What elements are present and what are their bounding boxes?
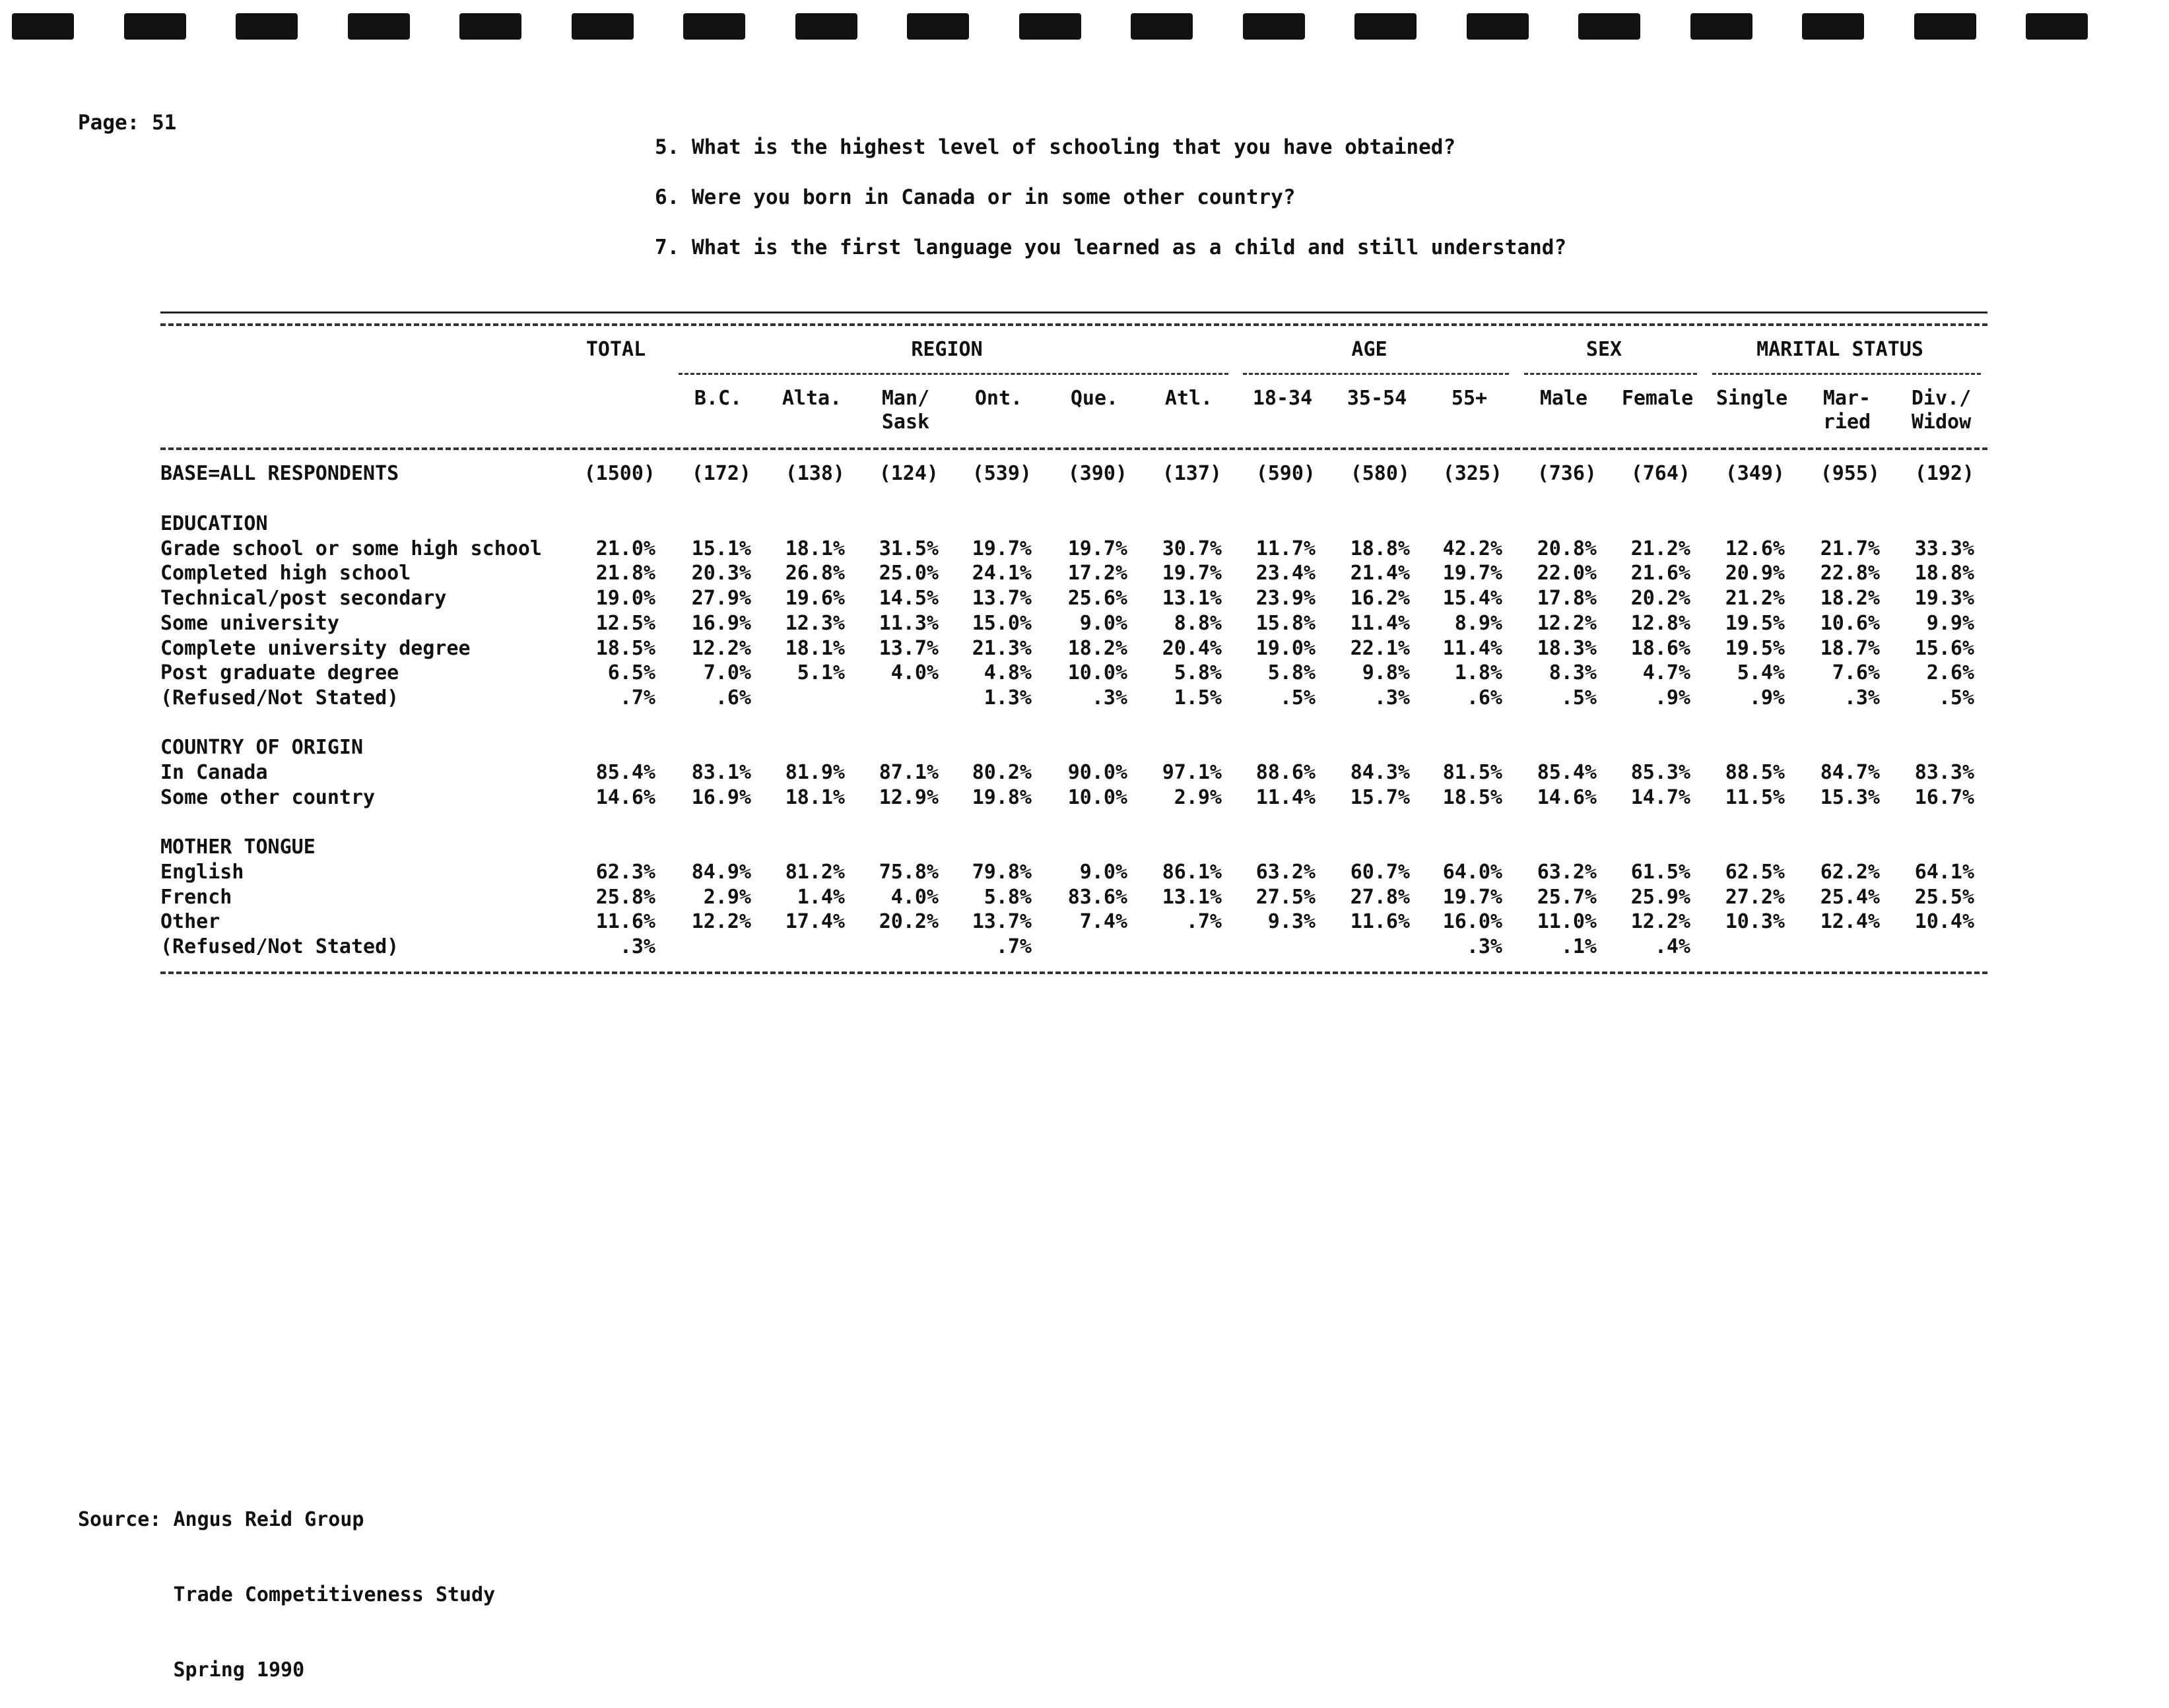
table-cell: 14.5%	[879, 587, 939, 610]
table-cell: 13.1%	[1162, 587, 1222, 610]
perforation-strip	[12, 13, 2169, 41]
table-cell: 1.4%	[797, 885, 845, 909]
table-cell: 13.7%	[972, 910, 1032, 934]
table-cell: 4.0%	[890, 885, 939, 909]
perforation-hole	[683, 13, 745, 40]
table-cell: 11.0%	[1537, 910, 1597, 934]
table-cell: .7%	[995, 935, 1032, 958]
table-cell: .5%	[1279, 686, 1316, 709]
perforation-hole	[459, 13, 521, 40]
table-cell: 2.9%	[703, 885, 751, 909]
table-cell: 1.5%	[1174, 686, 1222, 709]
table-cell: 85.4%	[1537, 761, 1597, 784]
table-cell: 16.9%	[691, 611, 751, 635]
table-cell: .3%	[619, 935, 655, 958]
table-cell: 84.3%	[1350, 761, 1410, 784]
perforation-hole	[236, 13, 298, 40]
table-cell: 25.9%	[1630, 885, 1690, 909]
table-cell: 2.9%	[1174, 785, 1222, 809]
table-cell: (137)	[1162, 462, 1222, 485]
table-cell: 19.6%	[785, 587, 845, 610]
table-cell: .1%	[1560, 935, 1597, 958]
table-cell: 21.4%	[1350, 562, 1410, 585]
table-cell: 11.5%	[1725, 785, 1785, 809]
column-header: 35-54	[1347, 387, 1407, 410]
perforation-hole	[1243, 13, 1305, 40]
question-6: 6. Were you born in Canada or in some other country?	[655, 185, 1296, 209]
table-cell: 6.5%	[607, 661, 655, 685]
perforation-hole	[348, 13, 410, 40]
table-cell: 15.8%	[1255, 611, 1316, 635]
group-underline	[1243, 373, 1509, 375]
row-label: Post graduate degree	[160, 661, 399, 685]
table-cell: 12.9%	[879, 785, 939, 809]
table-cell: 20.4%	[1162, 636, 1222, 660]
section-title: MOTHER TONGUE	[160, 836, 316, 859]
table-cell: 12.3%	[785, 611, 845, 635]
table-cell: .7%	[619, 686, 655, 709]
table-cell: 15.4%	[1442, 587, 1502, 610]
table-cell: 25.5%	[1914, 885, 1974, 909]
section-title: EDUCATION	[160, 512, 268, 535]
table-cell: 27.9%	[691, 587, 751, 610]
table-cell: 16.2%	[1350, 587, 1410, 610]
table-cell: 18.1%	[785, 537, 845, 560]
table-cell: 4.7%	[1642, 661, 1690, 685]
table-cell: 61.5%	[1630, 860, 1690, 884]
row-label: Other	[160, 910, 220, 934]
table-cell: .7%	[1185, 910, 1222, 934]
table-bottom-dashed-rule	[160, 971, 1987, 974]
table-cell: 83.3%	[1914, 761, 1974, 784]
table-cell: 17.2%	[1067, 562, 1127, 585]
table-cell: 12.2%	[691, 910, 751, 934]
section-title: COUNTRY OF ORIGIN	[160, 736, 364, 760]
table-cell: 64.1%	[1914, 860, 1974, 884]
column-group-header: MARITAL STATUS	[1756, 338, 1923, 361]
table-cell: 19.8%	[972, 785, 1032, 809]
table-cell: .3%	[1091, 686, 1127, 709]
table-cell: 19.5%	[1725, 636, 1785, 660]
row-label: (Refused/Not Stated)	[160, 686, 399, 709]
table-cell: 11.6%	[1350, 910, 1410, 934]
table-cell: 80.2%	[972, 761, 1032, 784]
table-cell: 84.7%	[1820, 761, 1880, 784]
table-cell: 21.8%	[595, 562, 655, 585]
table-cell: 12.6%	[1725, 537, 1785, 560]
perforation-hole	[1802, 13, 1864, 40]
table-cell: 1.8%	[1454, 661, 1502, 685]
row-label: French	[160, 885, 232, 909]
table-cell: 11.7%	[1255, 537, 1316, 560]
table-cell: 23.4%	[1255, 562, 1316, 585]
row-label: (Refused/Not Stated)	[160, 935, 399, 958]
group-underline	[1524, 373, 1697, 375]
column-header: Single	[1716, 387, 1788, 410]
table-cell: 8.9%	[1454, 611, 1502, 635]
table-cell: .9%	[1654, 686, 1690, 709]
table-cell: 81.5%	[1442, 761, 1502, 784]
header-bottom-rule	[160, 447, 1987, 450]
source-line-3: Spring 1990	[78, 1659, 305, 1682]
table-cell: 5.8%	[1267, 661, 1316, 685]
table-cell: 83.6%	[1067, 885, 1127, 909]
table-cell: 22.8%	[1820, 562, 1880, 585]
table-cell: 23.9%	[1255, 587, 1316, 610]
table-cell: 12.5%	[595, 611, 655, 635]
table-cell: 18.2%	[1820, 587, 1880, 610]
table-cell: 25.0%	[879, 562, 939, 585]
table-cell: (1500)	[584, 462, 655, 485]
question-7: 7. What is the first language you learned as a child and still understand?	[655, 236, 1567, 259]
table-cell: 24.1%	[972, 562, 1032, 585]
table-cell: 25.4%	[1820, 885, 1880, 909]
table-cell: 10.4%	[1914, 910, 1974, 934]
table-cell: 18.1%	[785, 636, 845, 660]
table-cell: 18.1%	[785, 785, 845, 809]
table-cell: 60.7%	[1350, 860, 1410, 884]
table-cell: 7.0%	[703, 661, 751, 685]
table-cell: 9.8%	[1362, 661, 1410, 685]
row-label: In Canada	[160, 761, 268, 784]
table-cell: .5%	[1560, 686, 1597, 709]
table-cell: 83.1%	[691, 761, 751, 784]
column-header: Atl.	[1164, 387, 1213, 410]
perforation-hole	[2026, 13, 2088, 40]
table-cell: 12.8%	[1630, 611, 1690, 635]
table-cell: 19.7%	[1162, 562, 1222, 585]
table-cell: (539)	[972, 462, 1032, 485]
table-cell: 11.4%	[1442, 636, 1502, 660]
table-cell: 13.7%	[972, 587, 1032, 610]
table-top-dashed-rule	[160, 323, 1987, 326]
table-cell: 19.5%	[1725, 611, 1785, 635]
row-label: Technical/post secondary	[160, 587, 447, 610]
table-cell: 15.1%	[691, 537, 751, 560]
table-cell: 21.2%	[1630, 537, 1690, 560]
table-top-rule	[160, 312, 1987, 313]
table-cell: 25.6%	[1067, 587, 1127, 610]
table-cell: .3%	[1466, 935, 1502, 958]
table-cell: 11.4%	[1255, 785, 1316, 809]
table-cell: 9.0%	[1079, 860, 1127, 884]
table-cell: 81.2%	[785, 860, 845, 884]
table-cell: 13.7%	[879, 636, 939, 660]
table-cell: 12.2%	[691, 636, 751, 660]
table-cell: 5.4%	[1737, 661, 1785, 685]
table-cell: (764)	[1630, 462, 1690, 485]
table-cell: 21.0%	[595, 537, 655, 560]
perforation-hole	[907, 13, 969, 40]
table-cell: 18.2%	[1067, 636, 1127, 660]
column-header: 18-34	[1252, 387, 1313, 410]
source-line-2: Trade Competitiveness Study	[78, 1583, 496, 1606]
column-header: Alta.	[782, 387, 842, 410]
table-cell: 18.8%	[1914, 562, 1974, 585]
perforation-hole	[1019, 13, 1081, 40]
table-cell: 19.7%	[1442, 562, 1502, 585]
table-cell: 84.9%	[691, 860, 751, 884]
question-5: 5. What is the highest level of schooling that you have obtained?	[655, 135, 1456, 159]
column-header: Que.	[1070, 387, 1119, 410]
table-cell: 33.3%	[1914, 537, 1974, 560]
table-cell: 27.8%	[1350, 885, 1410, 909]
column-header: Female	[1621, 387, 1694, 410]
perforation-hole	[795, 13, 857, 40]
table-cell: 5.8%	[1174, 661, 1222, 685]
table-cell: (580)	[1350, 462, 1410, 485]
table-cell: 42.2%	[1442, 537, 1502, 560]
table-cell: .5%	[1938, 686, 1974, 709]
row-label: Grade school or some high school	[160, 537, 542, 560]
table-cell: 5.8%	[984, 885, 1032, 909]
table-cell: 19.3%	[1914, 587, 1974, 610]
table-cell: .3%	[1844, 686, 1880, 709]
table-cell: 31.5%	[879, 537, 939, 560]
row-label: Complete university degree	[160, 636, 471, 660]
table-cell: 20.3%	[691, 562, 751, 585]
table-cell: .6%	[715, 686, 751, 709]
perforation-hole	[572, 13, 634, 40]
source-line-1: Source: Angus Reid Group	[78, 1508, 364, 1531]
row-label: Some other country	[160, 785, 376, 809]
table-cell: 8.8%	[1174, 611, 1222, 635]
table-cell: 20.2%	[1630, 587, 1690, 610]
table-cell: 18.8%	[1350, 537, 1410, 560]
table-cell: 25.8%	[595, 885, 655, 909]
table-cell: (192)	[1914, 462, 1974, 485]
table-cell: 7.6%	[1832, 661, 1880, 685]
table-cell: 64.0%	[1442, 860, 1502, 884]
perforation-hole	[12, 13, 74, 40]
table-cell: 16.0%	[1442, 910, 1502, 934]
perforation-hole	[1354, 13, 1417, 40]
column-group-header: REGION	[911, 338, 983, 361]
table-cell: 75.8%	[879, 860, 939, 884]
table-cell: 81.9%	[785, 761, 845, 784]
table-cell: 15.0%	[972, 611, 1032, 635]
table-cell: 19.7%	[972, 537, 1032, 560]
perforation-hole	[1467, 13, 1529, 40]
table-cell: .9%	[1749, 686, 1785, 709]
table-cell: 16.7%	[1914, 785, 1974, 809]
row-label: Some university	[160, 611, 339, 635]
table-cell: .4%	[1654, 935, 1690, 958]
table-cell: 20.8%	[1537, 537, 1597, 560]
table-cell: 19.7%	[1067, 537, 1127, 560]
table-cell: 18.7%	[1820, 636, 1880, 660]
table-cell: 11.4%	[1350, 611, 1410, 635]
table-cell: 86.1%	[1162, 860, 1222, 884]
table-cell: 9.0%	[1079, 611, 1127, 635]
table-cell: (124)	[879, 462, 939, 485]
column-group-header: SEX	[1585, 338, 1622, 361]
table-cell: 15.7%	[1350, 785, 1410, 809]
table-cell: 85.4%	[595, 761, 655, 784]
table-cell: 14.6%	[595, 785, 655, 809]
group-underline	[679, 373, 1228, 375]
table-cell: 4.0%	[890, 661, 939, 685]
table-cell: 79.8%	[972, 860, 1032, 884]
table-cell: (736)	[1537, 462, 1597, 485]
table-cell: 97.1%	[1162, 761, 1222, 784]
column-group-header: TOTAL	[585, 338, 646, 361]
table-cell: .6%	[1466, 686, 1502, 709]
table-cell: (172)	[691, 462, 751, 485]
table-cell: 88.5%	[1725, 761, 1785, 784]
table-cell: 18.6%	[1630, 636, 1690, 660]
table-cell: 19.0%	[595, 587, 655, 610]
table-cell: 19.7%	[1442, 885, 1502, 909]
table-cell: 18.5%	[595, 636, 655, 660]
table-cell: (138)	[785, 462, 845, 485]
row-label: Completed high school	[160, 562, 411, 585]
column-header: Div./ Widow	[1911, 387, 1972, 434]
table-cell: 21.3%	[972, 636, 1032, 660]
column-header: B.C.	[694, 387, 743, 410]
table-cell: 62.3%	[595, 860, 655, 884]
table-cell: 1.3%	[984, 686, 1032, 709]
table-cell: 63.2%	[1537, 860, 1597, 884]
table-cell: 21.7%	[1820, 537, 1880, 560]
table-cell: (955)	[1820, 462, 1880, 485]
row-label: English	[160, 860, 244, 884]
source-note	[78, 1457, 495, 1708]
table-cell: 17.4%	[785, 910, 845, 934]
table-cell: 21.2%	[1725, 587, 1785, 610]
table-cell: 27.2%	[1725, 885, 1785, 909]
question-list	[655, 135, 1566, 286]
table-cell: 2.6%	[1926, 661, 1974, 685]
page-number: Page: 51	[78, 111, 177, 135]
table-cell: 10.0%	[1067, 661, 1127, 685]
table-cell: 18.5%	[1442, 785, 1502, 809]
table-cell: 11.3%	[879, 611, 939, 635]
table-cell: 18.3%	[1537, 636, 1597, 660]
table-cell: 20.9%	[1725, 562, 1785, 585]
perforation-hole	[124, 13, 186, 40]
table-cell: (590)	[1255, 462, 1316, 485]
table-cell: 14.7%	[1630, 785, 1690, 809]
perforation-hole	[1578, 13, 1640, 40]
perforation-hole	[1131, 13, 1193, 40]
table-cell: 14.6%	[1537, 785, 1597, 809]
table-cell: 30.7%	[1162, 537, 1222, 560]
table-cell: 17.8%	[1537, 587, 1597, 610]
table-cell: (349)	[1725, 462, 1785, 485]
table-cell: 90.0%	[1067, 761, 1127, 784]
table-cell: 62.2%	[1820, 860, 1880, 884]
table-cell: (325)	[1442, 462, 1502, 485]
table-cell: 12.4%	[1820, 910, 1880, 934]
table-cell: 25.7%	[1537, 885, 1597, 909]
perforation-hole	[1690, 13, 1752, 40]
row-label: BASE=ALL RESPONDENTS	[160, 462, 399, 485]
table-cell: 9.3%	[1267, 910, 1316, 934]
table-cell: 63.2%	[1255, 860, 1316, 884]
table-cell: 19.0%	[1255, 636, 1316, 660]
column-header: Male	[1539, 387, 1588, 410]
column-header: Man/ Sask	[881, 387, 930, 434]
table-cell: 9.9%	[1926, 611, 1974, 635]
table-cell: 4.8%	[984, 661, 1032, 685]
table-cell: 15.3%	[1820, 785, 1880, 809]
table-cell: 20.2%	[879, 910, 939, 934]
table-cell: 16.9%	[691, 785, 751, 809]
table-cell: 5.1%	[797, 661, 845, 685]
table-cell: 87.1%	[879, 761, 939, 784]
table-cell: 21.6%	[1630, 562, 1690, 585]
perforation-hole	[1914, 13, 1976, 40]
column-header: 55+	[1451, 387, 1488, 410]
table-cell: 13.1%	[1162, 885, 1222, 909]
table-cell: 27.5%	[1255, 885, 1316, 909]
table-cell: 88.6%	[1255, 761, 1316, 784]
table-cell: (390)	[1067, 462, 1127, 485]
table-cell: 15.6%	[1914, 636, 1974, 660]
table-cell: 11.6%	[595, 910, 655, 934]
table-cell: 22.0%	[1537, 562, 1597, 585]
table-cell: 10.3%	[1725, 910, 1785, 934]
group-underline	[1712, 373, 1981, 375]
table-cell: .3%	[1374, 686, 1410, 709]
table-cell: 12.2%	[1537, 611, 1597, 635]
table-cell: 8.3%	[1549, 661, 1597, 685]
table-cell: 10.0%	[1067, 785, 1127, 809]
table-cell: 85.3%	[1630, 761, 1690, 784]
column-group-header: AGE	[1351, 338, 1387, 361]
table-cell: 22.1%	[1350, 636, 1410, 660]
column-header: Ont.	[974, 387, 1023, 410]
table-cell: 7.4%	[1079, 910, 1127, 934]
column-header: Mar- ried	[1822, 387, 1871, 434]
table-cell: 12.2%	[1630, 910, 1690, 934]
table-cell: 62.5%	[1725, 860, 1785, 884]
table-cell: 26.8%	[785, 562, 845, 585]
table-cell: 10.6%	[1820, 611, 1880, 635]
